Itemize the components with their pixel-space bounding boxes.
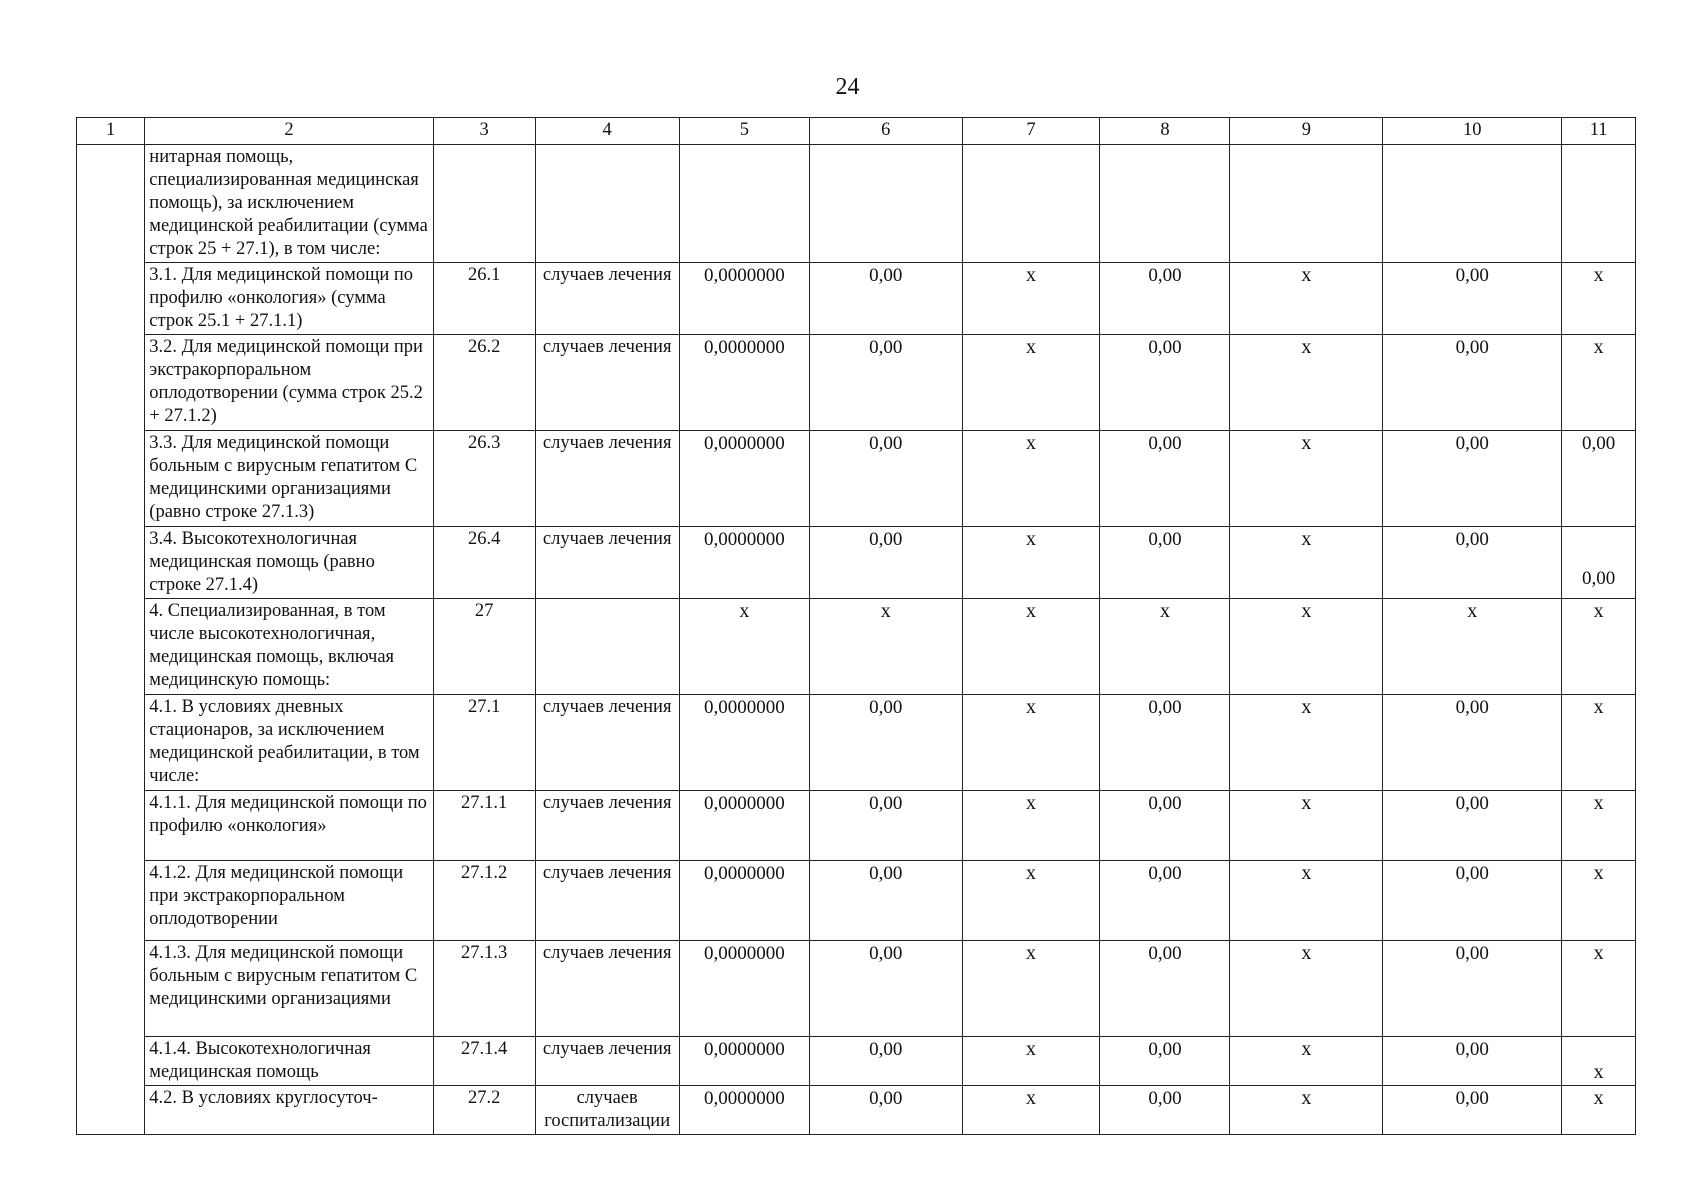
row-unit-cell: случаев лечения <box>535 335 679 431</box>
row-name-cell: 4.1.1. Для медицинской помощи по профилю «онкология» <box>145 791 433 861</box>
column-header: 3 <box>433 118 535 145</box>
value-cell: x <box>1562 1086 1636 1135</box>
value-cell: 0,00 <box>1562 431 1636 527</box>
row-unit-cell: случаев лечения <box>535 861 679 941</box>
value-cell: x <box>809 599 962 695</box>
value-cell <box>1562 145 1636 263</box>
row-unit-cell: случаев лечения <box>535 941 679 1037</box>
column-header: 5 <box>679 118 809 145</box>
value-cell: 0,00 <box>1100 431 1230 527</box>
row-unit-cell: случаев лечения <box>535 791 679 861</box>
value-cell: 0,00 <box>1383 1086 1562 1135</box>
value-cell: 0,00 <box>1383 861 1562 941</box>
value-cell: 0,0000000 <box>679 1037 809 1086</box>
row-code-cell: 27.1.3 <box>433 941 535 1037</box>
row-unit-cell <box>535 599 679 695</box>
row-unit-cell: случаев лечения <box>535 431 679 527</box>
value-cell: x <box>1230 335 1383 431</box>
table-row <box>77 941 1636 1037</box>
row-name-cell: 3.2. Для медицинской помощи при экстракорпоральном оплодотворении (сумма строк 25.2 + 27.1.2) <box>145 335 433 431</box>
table-row <box>77 527 1636 599</box>
row-unit-cell: случаев лечения <box>535 527 679 599</box>
column-header: 7 <box>962 118 1100 145</box>
value-cell <box>1383 145 1562 263</box>
row-code-cell: 27.2 <box>433 1086 535 1135</box>
row-name-cell: 4.1. В условиях дневных стационаров, за исключением медицинской реабилитации, в том числе: <box>145 695 433 791</box>
value-cell: x <box>679 599 809 695</box>
value-cell: 0,00 <box>809 527 962 599</box>
value-cell: 0,00 <box>1100 791 1230 861</box>
table-row <box>77 1086 1636 1135</box>
value-cell: 0,00 <box>1383 695 1562 791</box>
norms-table <box>76 117 1636 1135</box>
value-cell: 0,00 <box>1100 695 1230 791</box>
value-cell: x <box>1230 1037 1383 1086</box>
value-cell: 0,00 <box>1383 1037 1562 1086</box>
row-code-cell <box>433 145 535 263</box>
value-cell: x <box>1562 695 1636 791</box>
table-row <box>77 1037 1636 1086</box>
value-cell: x <box>1230 431 1383 527</box>
value-cell: x <box>962 941 1100 1037</box>
value-cell: 0,00 <box>809 1037 962 1086</box>
value-cell: 0,00 <box>809 335 962 431</box>
value-cell: 0,00 <box>1100 527 1230 599</box>
value-cell: 0,00 <box>809 791 962 861</box>
value-cell: 0,00 <box>809 861 962 941</box>
row-code-cell: 26.2 <box>433 335 535 431</box>
value-cell: x <box>1230 599 1383 695</box>
column-number-row <box>77 118 1636 145</box>
value-cell: x <box>1562 335 1636 431</box>
value-cell: 0,00 <box>809 941 962 1037</box>
value-cell: x <box>962 695 1100 791</box>
column-header: 1 <box>77 118 145 145</box>
value-cell: x <box>1230 527 1383 599</box>
row-name-cell: 4.2. В условиях круглосуточ- <box>145 1086 433 1135</box>
value-cell: x <box>962 527 1100 599</box>
value-cell: 0,00 <box>809 695 962 791</box>
column-header: 2 <box>145 118 433 145</box>
value-cell: x <box>1230 791 1383 861</box>
row-unit-cell: случаев лечения <box>535 263 679 335</box>
value-cell: 0,00 <box>1383 263 1562 335</box>
value-cell: x <box>1230 1086 1383 1135</box>
value-cell: x <box>1230 861 1383 941</box>
row-code-cell: 26.1 <box>433 263 535 335</box>
column-header: 4 <box>535 118 679 145</box>
value-cell <box>1230 145 1383 263</box>
row-name-cell: 3.4. Высокотехнологичная медицинская помощь (равно строке 27.1.4) <box>145 527 433 599</box>
column-header: 9 <box>1230 118 1383 145</box>
value-cell: x <box>1562 941 1636 1037</box>
value-cell: 0,0000000 <box>679 861 809 941</box>
row-code-cell: 26.3 <box>433 431 535 527</box>
value-cell: 0,0000000 <box>679 695 809 791</box>
value-cell: x <box>962 1037 1100 1086</box>
row-code-cell: 27 <box>433 599 535 695</box>
value-cell <box>1100 145 1230 263</box>
value-cell: 0,0000000 <box>679 1086 809 1135</box>
value-cell: 0,00 <box>1383 527 1562 599</box>
value-cell: x <box>1562 599 1636 695</box>
value-cell: 0,00 <box>1383 791 1562 861</box>
row-name-cell: 4.1.4. Высокотехнологичная медицинская помощь <box>145 1037 433 1086</box>
value-cell: x <box>1100 599 1230 695</box>
value-cell: 0,00 <box>809 263 962 335</box>
value-cell: 0,0000000 <box>679 941 809 1037</box>
value-cell: x <box>1562 263 1636 335</box>
value-cell: 0,00 <box>1100 1086 1230 1135</box>
column-header: 8 <box>1100 118 1230 145</box>
row-name-cell: 4.1.3. Для медицинской помощи больным с вирусным гепатитом С медицинскими организациями <box>145 941 433 1037</box>
value-cell: x <box>1230 941 1383 1037</box>
column-header: 11 <box>1562 118 1636 145</box>
value-cell: 0,00 <box>1562 527 1636 599</box>
table-row <box>77 335 1636 431</box>
value-cell: 0,00 <box>809 431 962 527</box>
row-number-cell <box>77 145 145 1135</box>
value-cell <box>962 145 1100 263</box>
table-row <box>77 431 1636 527</box>
value-cell: 0,00 <box>1100 941 1230 1037</box>
value-cell: x <box>962 431 1100 527</box>
value-cell: 0,00 <box>1383 941 1562 1037</box>
value-cell: x <box>962 335 1100 431</box>
value-cell <box>679 145 809 263</box>
value-cell: x <box>962 1086 1100 1135</box>
column-header: 10 <box>1383 118 1562 145</box>
value-cell: x <box>962 263 1100 335</box>
value-cell: x <box>1562 1037 1636 1086</box>
row-code-cell: 27.1.2 <box>433 861 535 941</box>
value-cell: x <box>1230 695 1383 791</box>
value-cell: 0,00 <box>1100 335 1230 431</box>
value-cell: 0,0000000 <box>679 431 809 527</box>
table-row <box>77 695 1636 791</box>
table-row <box>77 861 1636 941</box>
value-cell: 0,00 <box>809 1086 962 1135</box>
value-cell: x <box>962 861 1100 941</box>
value-cell: 0,0000000 <box>679 527 809 599</box>
row-name-cell: 3.1. Для медицинской помощи по профилю «онкология» (сумма строк 25.1 + 27.1.1) <box>145 263 433 335</box>
value-cell: 0,00 <box>1100 1037 1230 1086</box>
value-cell: 0,0000000 <box>679 263 809 335</box>
value-cell <box>809 145 962 263</box>
value-cell: 0,0000000 <box>679 791 809 861</box>
value-cell: 0,00 <box>1383 335 1562 431</box>
table-body <box>77 145 1636 1135</box>
value-cell: x <box>1383 599 1562 695</box>
column-header: 6 <box>809 118 962 145</box>
row-name-cell: 4.1.2. Для медицинской помощи при экстракорпоральном оплодотворении <box>145 861 433 941</box>
row-unit-cell: случаев госпитализации <box>535 1086 679 1135</box>
value-cell: 0,00 <box>1100 263 1230 335</box>
value-cell: x <box>1230 263 1383 335</box>
value-cell: x <box>962 599 1100 695</box>
row-code-cell: 27.1.1 <box>433 791 535 861</box>
value-cell: 0,00 <box>1100 861 1230 941</box>
row-name-cell: 4. Специализированная, в том числе высокотехнологичная, медицинская помощь, включая медицинскую помощь: <box>145 599 433 695</box>
row-unit-cell: случаев лечения <box>535 695 679 791</box>
value-cell: x <box>962 791 1100 861</box>
table-row <box>77 599 1636 695</box>
table-row <box>77 145 1636 263</box>
value-cell: 0,0000000 <box>679 335 809 431</box>
value-cell: x <box>1562 791 1636 861</box>
table-row <box>77 791 1636 861</box>
page-number: 24 <box>835 74 860 100</box>
row-unit-cell <box>535 145 679 263</box>
value-cell: 0,00 <box>1383 431 1562 527</box>
row-code-cell: 27.1.4 <box>433 1037 535 1086</box>
table-row <box>77 263 1636 335</box>
row-code-cell: 27.1 <box>433 695 535 791</box>
row-unit-cell: случаев лечения <box>535 1037 679 1086</box>
row-name-cell: нитарная помощь, специализированная медицинская помощь), за исключением медицинской реабилитации (сумма строк 25 + 27.1), в том числе: <box>145 145 433 263</box>
row-name-cell: 3.3. Для медицинской помощи больным с вирусным гепатитом С медицинскими организациями (равно строке 27.1.3) <box>145 431 433 527</box>
row-code-cell: 26.4 <box>433 527 535 599</box>
value-cell: x <box>1562 861 1636 941</box>
